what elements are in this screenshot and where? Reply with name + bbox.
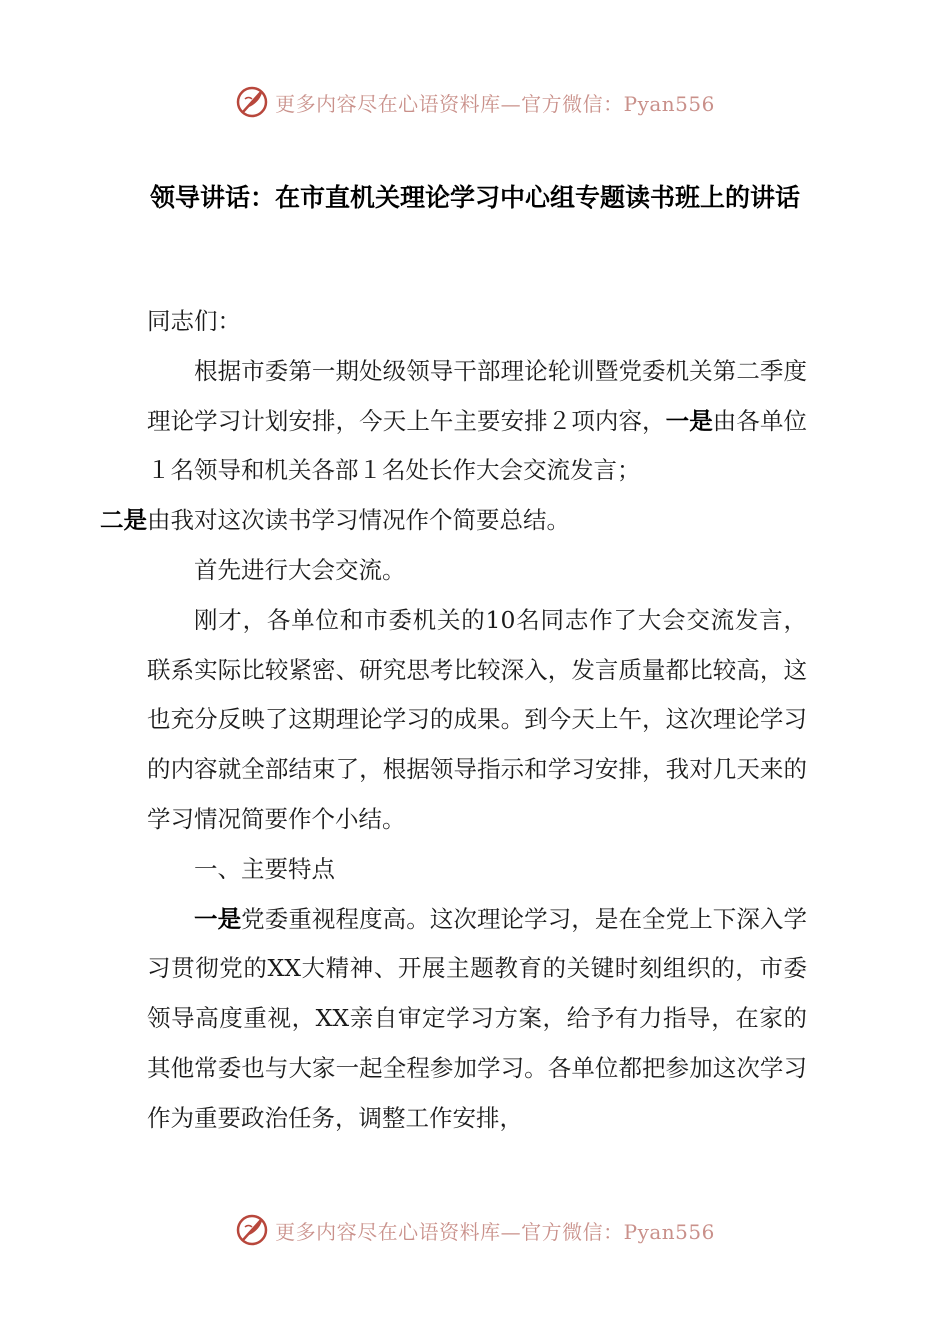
quill-logo-icon [235, 1213, 269, 1247]
quill-logo-icon [235, 85, 269, 119]
emphasis-first: 一是 [665, 406, 713, 435]
paragraph-intro: 根据市委第一期处级领导干部理论轮训暨党委机关第二季度理论学习计划安排，今天上午主要安排２项内容，一是由各单位１名领导和机关各部１名处长作大会交流发言； 二是由我对这次读书学习情况作个简要总结。 [100, 356, 808, 535]
paragraph-summary: 刚才，各单位和市委机关的10名同志作了大会交流发言，联系实际比较紧密、研究思考比较深入，发言质量都比较高，这也充分反映了这期理论学习的成果。到今天上午，这次理论学习的内容就全部结束了，根据领导指示和学习安排，我对几天来的学习情况简要作个小结。 [147, 605, 807, 833]
emphasis-second: 二是 [100, 506, 147, 535]
salutation: 同志们： [147, 307, 241, 335]
paragraph-feature-one: 一是党委重视程度高。这次理论学习，是在全党上下深入学习贯彻党的XX大精神、开展主题教育的关键时刻组织的，市委领导高度重视，XX亲自审定学习方案，给予有力指导，在家的其他常委也与大家一起全程参加学习。各单位都把参加这次学习作为重要政治任务，调整工作安排， [147, 904, 808, 1132]
watermark-footer [0, 1210, 950, 1250]
section-heading: 一、主要特点 [194, 854, 335, 883]
emphasis-first-feature: 一是 [194, 904, 242, 933]
document-title: 领导讲话：在市直机关理论学习中心组专题读书班上的讲话 [149, 183, 800, 212]
watermark-text: 更多内容尽在心语资料库—官方微信：Pyan556 [275, 91, 715, 116]
document-body [100, 297, 808, 1144]
watermark-header [0, 82, 950, 122]
paragraph-exchange: 首先进行大会交流。 [194, 555, 406, 584]
watermark-text: 更多内容尽在心语资料库—官方微信：Pyan556 [275, 1219, 715, 1244]
